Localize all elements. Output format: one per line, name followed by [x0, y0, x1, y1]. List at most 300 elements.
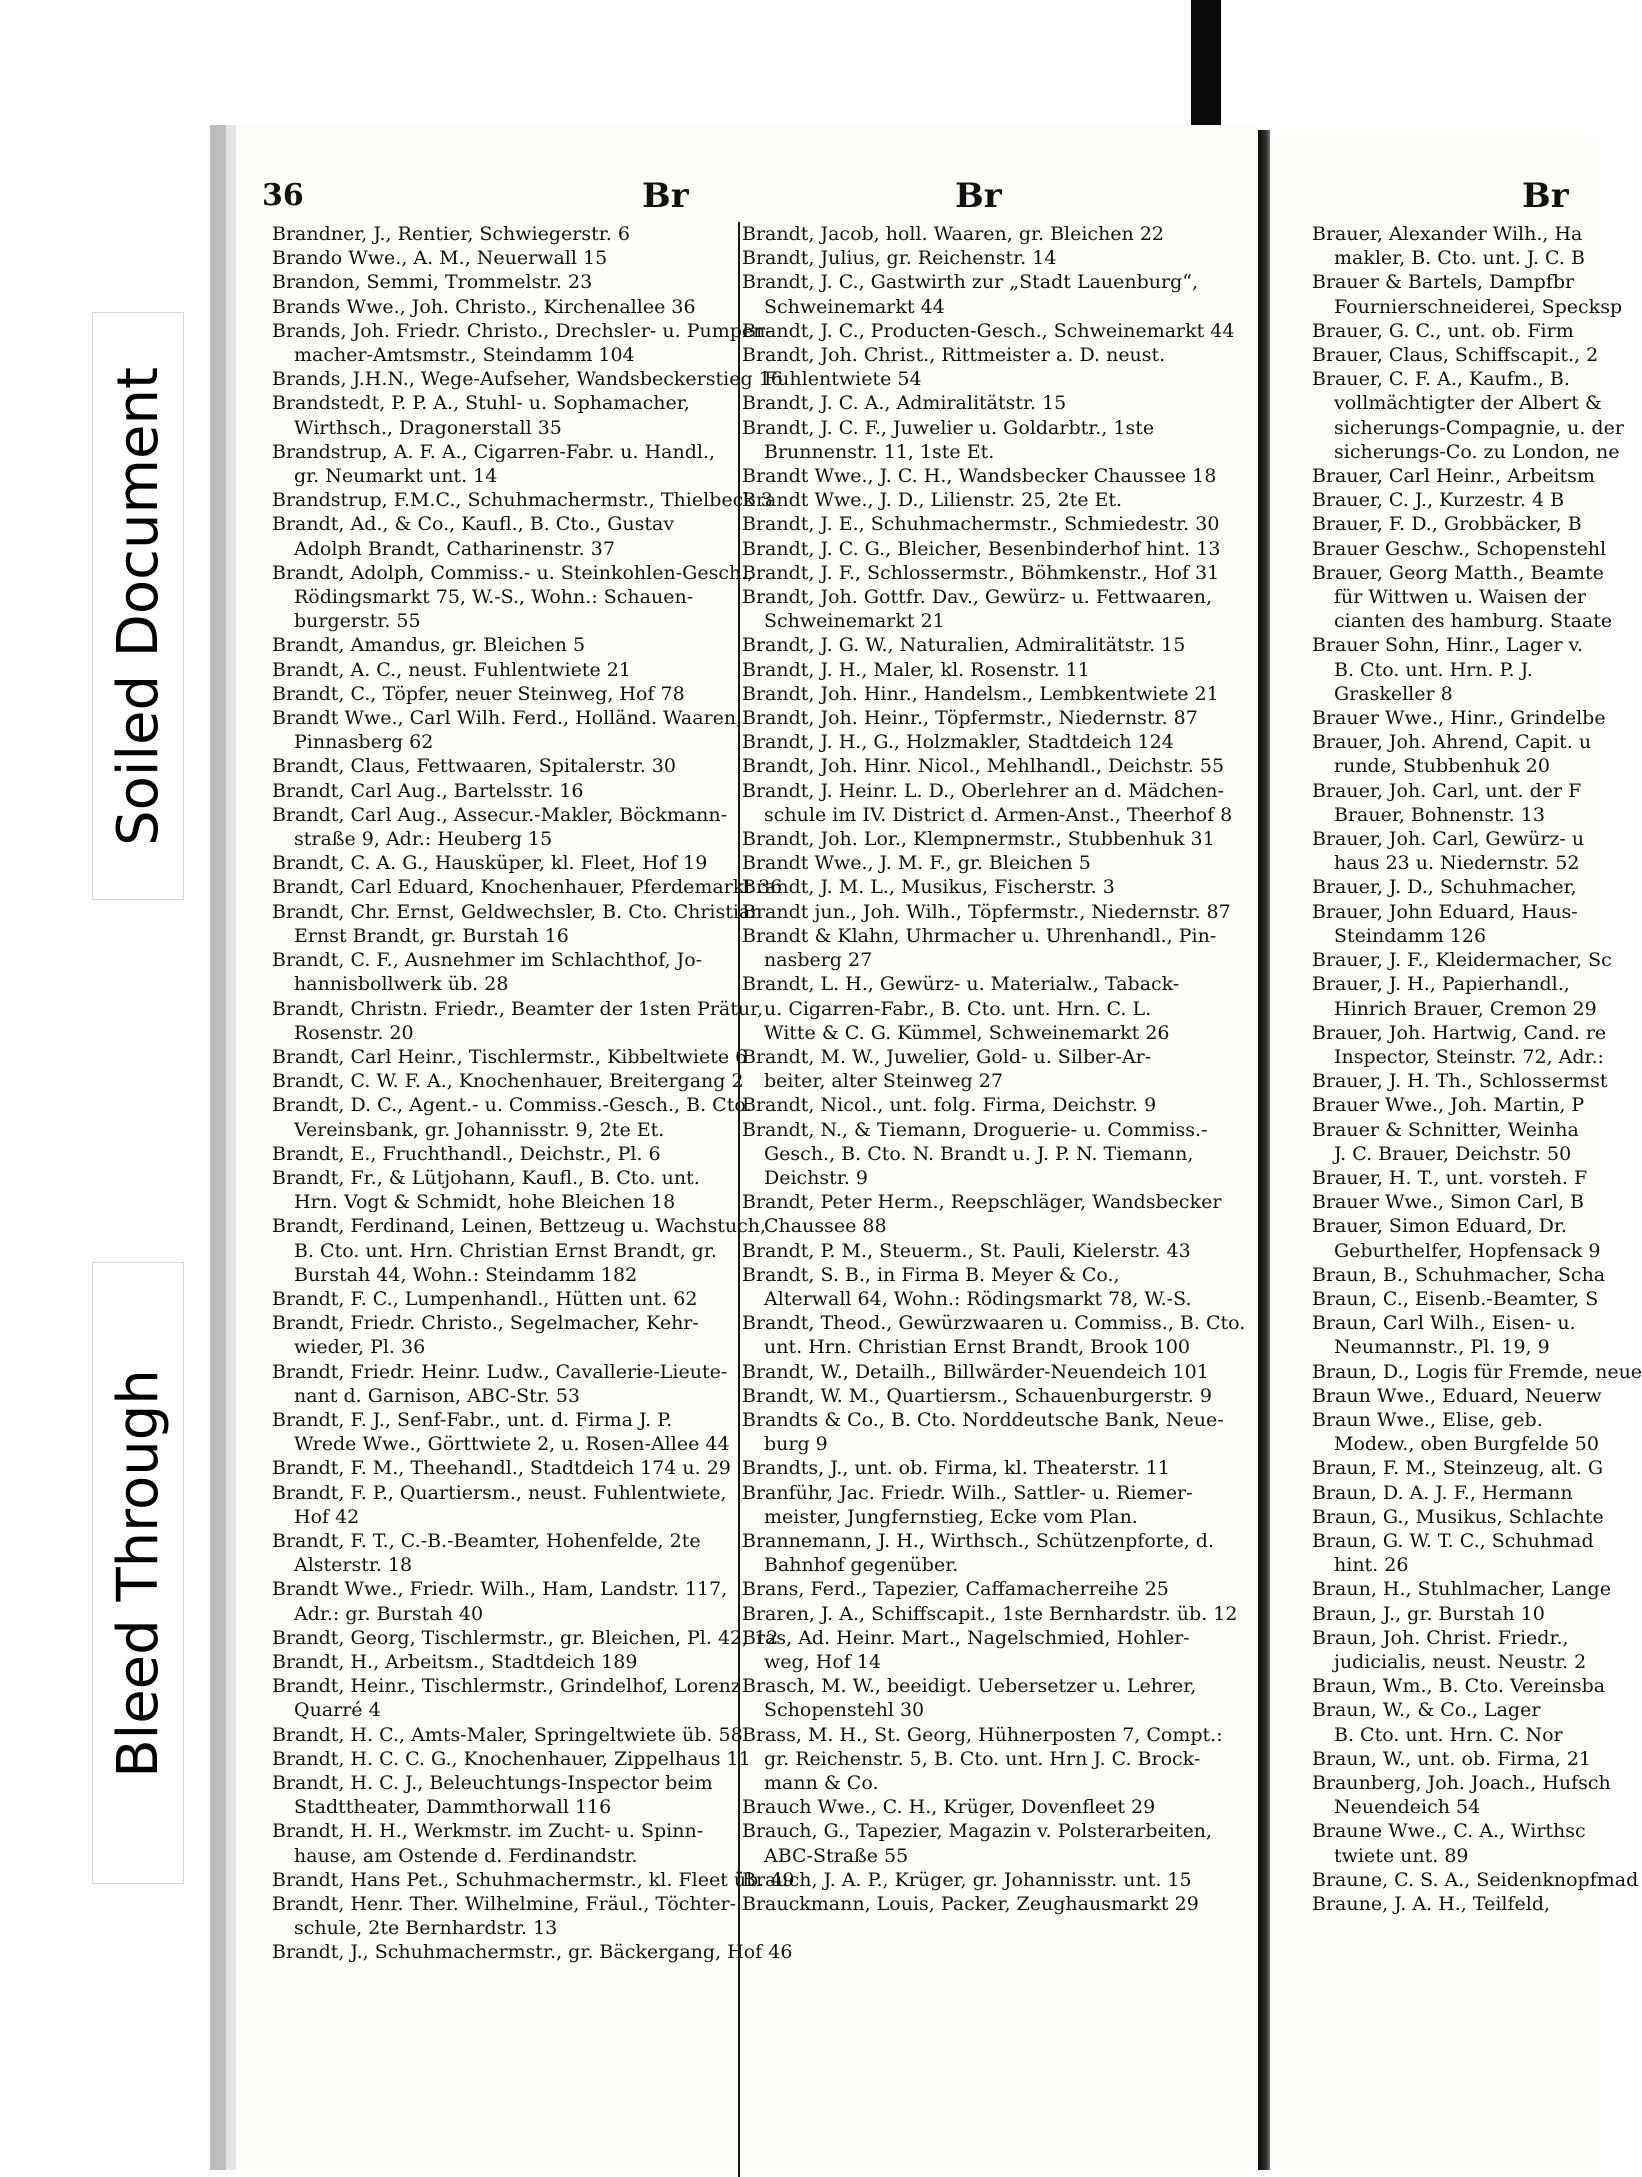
- entry-line: Brandt, D. C., Agent.- u. Commiss.-Gesch., B. Cto.: [272, 1094, 752, 1117]
- entry-continuation: cianten des hamburg. Staate: [1334, 610, 1613, 633]
- directory-entry: [742, 270, 1218, 318]
- directory-entry: [742, 319, 1235, 343]
- directory-entry: [1312, 1311, 1600, 1359]
- entry-line: Brandts, J., unt. ob. Firma, kl. Theaterstr. 11: [742, 1457, 1170, 1480]
- entry-line: Brauer Wwe., Simon Carl, B: [1312, 1191, 1585, 1214]
- entry-continuation: Chaussee 88: [764, 1215, 887, 1238]
- entry-line: Brandt, Joh. Hinr., Handelsm., Lembkentwiete 21: [742, 682, 1219, 705]
- directory-entry: [742, 706, 1218, 730]
- entry-continuation: Hinrich Brauer, Cremon 29: [1334, 997, 1597, 1020]
- entry-line: Brandt, C., Töpfer, neuer Steinweg, Hof 78: [272, 682, 685, 705]
- directory-entry: [742, 658, 1218, 682]
- directory-entry: [1312, 1190, 1600, 1214]
- directory-entry: [742, 1190, 1222, 1238]
- directory-entry: [742, 682, 1218, 706]
- directory-entry: [272, 851, 740, 875]
- entry-line: Brauer, Joh. Carl, Gewürz- u: [1312, 828, 1585, 851]
- directory-entry: [742, 730, 1218, 754]
- directory-entry: [742, 343, 1218, 391]
- entry-line: Brandt, F. J., Senf-Fabr., unt. d. Firma J. P.: [272, 1408, 673, 1431]
- directory-entry: [1312, 1360, 1642, 1384]
- entry-continuation: Wrede Wwe., Görttwiete 2, u. Rosen-Allee 44: [294, 1433, 730, 1456]
- entry-line: Brauer Wwe., Joh. Martin, P: [1312, 1094, 1585, 1117]
- entry-line: Brauer, G. C., unt. ob. Firm: [1312, 319, 1574, 342]
- directory-entry: [272, 682, 740, 706]
- entry-line: Braun, W., & Co., Lager: [1312, 1699, 1541, 1722]
- directory-entry: [272, 948, 740, 996]
- directory-entry: [742, 1311, 1246, 1359]
- directory-entry: [742, 900, 1231, 924]
- entry-continuation: Graskeller 8: [1334, 682, 1453, 705]
- entry-line: Brandt, Christn. Friedr., Beamter der 1sten Prätur,: [272, 997, 764, 1020]
- entry-line: Brandt, J. C. G., Bleicher, Besenbinderhof hint. 13: [742, 537, 1221, 560]
- directory-entry: [272, 1360, 740, 1408]
- entry-continuation: Pinnasberg 62: [294, 731, 434, 754]
- entry-line: Brauer Geschw., Schopenstehl: [1312, 537, 1607, 560]
- entry-line: Brandt, W. M., Quartiersm., Schauenburgerstr. 9: [742, 1384, 1212, 1407]
- entry-line: Brandt, L. H., Gewürz- u. Materialw., Taback-: [742, 973, 1180, 996]
- entry-continuation: B. Cto. unt. Hrn. C. Nor: [1334, 1723, 1563, 1746]
- directory-entry: [272, 1287, 740, 1311]
- directory-entry: [272, 1626, 779, 1650]
- entry-line: Brands, Joh. Friedr. Christo., Drechsler- u. Pumpen-: [272, 319, 772, 342]
- entry-line: Brandt, N., & Tiemann, Droguerie- u. Commiss.-: [742, 1118, 1208, 1141]
- entry-line: Brandt, Amandus, gr. Bleichen 5: [272, 634, 586, 657]
- directory-entry: [1312, 1214, 1600, 1262]
- entry-line: Branführ, Jac. Friedr. Wilh., Sattler- u. Riemer-: [742, 1481, 1193, 1504]
- directory-entry: [1312, 1529, 1600, 1577]
- entry-line: Brands Wwe., Joh. Christo., Kirchenallee 36: [272, 295, 696, 318]
- entry-continuation: Rödingsmarkt 75, W.-S., Wohn.: Schauen-: [294, 586, 694, 609]
- page-number: 36: [262, 178, 304, 213]
- directory-entry: [272, 1650, 740, 1674]
- directory-entry: [1312, 488, 1600, 512]
- directory-entry: [742, 827, 1218, 851]
- entry-continuation: Neumannstr., Pl. 19, 9: [1334, 1336, 1550, 1359]
- entry-line: Braun, D. A. J. F., Hermann: [1312, 1481, 1573, 1504]
- directory-entry: [272, 900, 763, 948]
- entry-line: Brauer, J. F., Kleidermacher, Sc: [1312, 949, 1612, 972]
- entry-line: Brandt, Joh. Gottfr. Dav., Gewürz- u. Fettwaaren,: [742, 586, 1212, 609]
- entry-line: Brandt, C. A. G., Hausküper, kl. Fleet, Hof 19: [272, 852, 708, 875]
- directory-entry: [272, 440, 740, 488]
- directory-entry: [1312, 512, 1600, 536]
- directory-entry: [742, 1263, 1218, 1311]
- directory-entry: [272, 1069, 744, 1093]
- entry-continuation: Wirthsch., Dragonerstall 35: [294, 416, 562, 439]
- entry-line: Brandt, Friedr. Christo., Segelmacher, Kehr-: [272, 1312, 699, 1335]
- entry-continuation: Schopenstehl 30: [764, 1699, 925, 1722]
- entry-line: Brandt, F. C., Lumpenhandl., Hütten unt. 62: [272, 1287, 698, 1310]
- directory-entry: [272, 658, 740, 682]
- directory-entry: [742, 222, 1218, 246]
- entry-line: Brauer, Joh. Carl, unt. der F: [1312, 779, 1582, 802]
- directory-entry: [272, 1529, 740, 1577]
- directory-entry: [272, 803, 740, 851]
- directory-entry: [1312, 1577, 1611, 1601]
- entry-line: Brandt, J. F., Schlossermstr., Böhmkenstr., Hof 31: [742, 561, 1220, 584]
- entry-line: Brauer, C. F. A., Kaufm., B.: [1312, 368, 1570, 391]
- directory-entry: [272, 1674, 740, 1722]
- entry-line: Brando Wwe., A. M., Neuerwall 15: [272, 247, 608, 270]
- directory-entry: [272, 997, 764, 1045]
- entry-continuation: Hof 42: [294, 1505, 360, 1528]
- entry-continuation: Schweinemarkt 44: [764, 295, 945, 318]
- entry-continuation: Brauer, Bohnenstr. 13: [1334, 803, 1545, 826]
- directory-entry: [1312, 1093, 1600, 1117]
- directory-entry: [742, 1239, 1218, 1263]
- entry-continuation: Inspector, Steinstr. 72, Adr.:: [1334, 1045, 1604, 1068]
- entry-line: Brandt, Hans Pet., Schuhmachermstr., kl. Fleet üb. 49: [272, 1868, 795, 1891]
- directory-entry: [742, 1577, 1218, 1601]
- entry-line: Brandt, Joh. Christ., Rittmeister a. D. neust.: [742, 344, 1166, 367]
- page-heading-right: Br: [1522, 176, 1569, 216]
- entry-continuation: Brunnenstr. 11, 1ste Et.: [764, 440, 995, 463]
- entry-line: Brandt, Chr. Ernst, Geldwechsler, B. Cto. Christian: [272, 900, 763, 923]
- entry-continuation: straße 9, Adr.: Heuberg 15: [294, 828, 553, 851]
- page-heading-left: Br: [642, 176, 689, 216]
- entry-continuation: judicialis, neust. Neustr. 2: [1334, 1650, 1587, 1673]
- directory-entry: [1312, 1069, 1608, 1093]
- directory-entry: [742, 972, 1218, 1045]
- directory-entry: [272, 706, 743, 754]
- directory-entry: [742, 1481, 1218, 1529]
- directory-entry: [272, 1771, 740, 1819]
- entry-line: Brauer, Carl Heinr., Arbeitsm: [1312, 465, 1595, 488]
- entry-continuation: mann & Co.: [764, 1772, 879, 1794]
- entry-continuation: hannisbollwerk üb. 28: [294, 973, 509, 996]
- directory-entry: [1312, 1505, 1604, 1529]
- directory-entry: [742, 488, 1218, 512]
- entry-continuation: gr. Reichenstr. 5, B. Cto. unt. Hrn J. C. Brock-: [764, 1747, 1201, 1770]
- entry-continuation: Fournierschneiderei, Specksp: [1334, 295, 1623, 318]
- directory-entry: [742, 537, 1221, 561]
- entry-continuation: Witte & C. G. Kümmel, Schweinemarkt 26: [764, 1021, 1170, 1044]
- entry-line: Brandt, Ad., & Co., Kaufl., B. Cto., Gustav: [272, 513, 675, 536]
- directory-entry: [742, 1626, 1218, 1674]
- directory-entry: [1312, 270, 1623, 318]
- entry-line: Brandt, Adolph, Commiss.- u. Steinkohlen-Gesch.,: [272, 561, 754, 584]
- directory-entry: [1312, 1868, 1639, 1892]
- entry-line: Brauer, Alexander Wilh., Ha: [1312, 223, 1583, 245]
- directory-entry: [272, 1940, 793, 1964]
- entry-continuation: meister, Jungfernstieg, Ecke vom Plan.: [764, 1505, 1138, 1528]
- bleed-through-text: Bleed Through: [105, 1368, 171, 1778]
- directory-entry: [742, 924, 1218, 972]
- entry-line: Brandt, Carl Heinr., Tischlermstr., Kibbeltwiete 6: [272, 1045, 748, 1068]
- entry-continuation: J. C. Brauer, Deichstr. 50: [1334, 1142, 1572, 1165]
- entry-line: Brandt, Julius, gr. Reichenstr. 14: [742, 247, 1057, 270]
- entry-line: Brandt, C. F., Ausnehmer im Schlachthof, Jo-: [272, 949, 703, 972]
- entry-line: Brandt Wwe., Carl Wilh. Ferd., Holländ. Waaren,: [272, 707, 743, 730]
- directory-entry: [1312, 972, 1600, 1020]
- entry-line: Brauer, J. H. Th., Schlossermst: [1312, 1070, 1608, 1093]
- entry-line: Brandt Wwe., J. M. F., gr. Bleichen 5: [742, 852, 1091, 875]
- directory-entry: [742, 754, 1225, 778]
- entry-continuation: Alsterstr. 18: [294, 1554, 413, 1577]
- directory-entry: [1312, 875, 1600, 899]
- directory-entry: [1312, 1674, 1606, 1698]
- directory-entry: [1312, 1819, 1600, 1867]
- entry-line: Brandts & Co., B. Cto. Norddeutsche Bank, Neue-: [742, 1408, 1224, 1431]
- entry-continuation: u. Cigarren-Fabr., B. Cto. unt. Hrn. C. L.: [764, 997, 1152, 1020]
- entry-line: Brauer, Georg Matth., Beamte: [1312, 561, 1604, 584]
- directory-entry: [272, 1045, 748, 1069]
- entry-line: Brauch, J. A. P., Krüger, gr. Johannisstr. unt. 15: [742, 1868, 1192, 1891]
- entry-line: Brandt, C. W. F. A., Knochenhauer, Breitergang 2: [272, 1070, 744, 1093]
- directory-entry: [742, 779, 1233, 827]
- directory-entry: [1312, 1287, 1600, 1311]
- entry-line: Brauch, G., Tapezier, Magazin v. Polsterarbeiten,: [742, 1820, 1213, 1843]
- entry-line: Braun, J., gr. Burstah 10: [1312, 1602, 1545, 1625]
- entry-line: Brandt, J. M. L., Musikus, Fischerstr. 3: [742, 876, 1115, 899]
- entry-line: Brandt, A. C., neust. Fuhlentwiete 21: [272, 658, 631, 681]
- entry-continuation: sicherungs-Co. zu London, ne: [1334, 440, 1620, 463]
- entry-line: Brauer, H. T., unt. vorsteh. F: [1312, 1166, 1588, 1189]
- entry-line: Braune Wwe., C. A., Wirthsc: [1312, 1820, 1586, 1843]
- entry-line: Brannemann, J. H., Wirthsch., Schützenpforte, d.: [742, 1529, 1215, 1552]
- entry-continuation: wieder, Pl. 36: [294, 1336, 426, 1359]
- left-column: [272, 222, 795, 1965]
- entry-line: Brandt, J. E., Schuhmachermstr., Schmiedestr. 30: [742, 513, 1220, 536]
- directory-entry: [742, 1045, 1218, 1093]
- directory-entry: [272, 1577, 740, 1625]
- directory-entry: [272, 270, 740, 294]
- entry-continuation: schule, 2te Bernhardstr. 13: [294, 1917, 558, 1940]
- entry-line: Brandt, Heinr., Tischlermstr., Grindelhof, Lorenz: [272, 1675, 741, 1698]
- directory-entry: [272, 1311, 740, 1359]
- entry-line: Braun, W., unt. ob. Firma, 21: [1312, 1747, 1592, 1770]
- entry-continuation: beiter, alter Steinweg 27: [764, 1070, 1003, 1093]
- entry-line: Brandt, J. G. W., Naturalien, Admiralitätstr. 15: [742, 634, 1186, 657]
- directory-entry: [1312, 1118, 1600, 1166]
- entry-continuation: burg 9: [764, 1433, 828, 1456]
- directory-entry: [272, 1456, 740, 1480]
- entry-line: Brandt, W., Detailh., Billwärder-Neuendeich 101: [742, 1360, 1209, 1383]
- entry-line: Brauch Wwe., C. H., Krüger, Dovenfleet 29: [742, 1796, 1156, 1819]
- directory-entry: [742, 1360, 1218, 1384]
- entry-line: Brauer, C. J., Kurzestr. 4 B: [1312, 489, 1565, 512]
- directory-entry: [272, 1723, 743, 1747]
- directory-entry: [272, 319, 772, 367]
- entry-line: Brandstrup, F.M.C., Schuhmachermstr., Thielbeck 3: [272, 489, 773, 512]
- entry-continuation: Adolph Brandt, Catharinenstr. 37: [294, 537, 615, 560]
- directory-entry: [742, 416, 1218, 464]
- directory-entry: [1312, 948, 1612, 972]
- entry-continuation: Vereinsbank, gr. Johannisstr. 9, 2te Et.: [294, 1118, 665, 1141]
- entry-continuation: ABC-Straße 55: [764, 1844, 909, 1867]
- entry-line: Braun, Joh. Christ. Friedr.,: [1312, 1626, 1569, 1649]
- directory-entry: [1312, 1626, 1600, 1674]
- entry-line: Brauer Sohn, Hinr., Lager v.: [1312, 634, 1583, 657]
- entry-continuation: Stadttheater, Dammthorwall 116: [294, 1796, 612, 1819]
- directory-entry: [742, 1892, 1218, 1916]
- directory-entry: [742, 1723, 1223, 1796]
- directory-entry: [1312, 1408, 1600, 1456]
- entry-line: Brandt, Theod., Gewürzwaaren u. Commiss., B. Cto.: [742, 1312, 1246, 1335]
- entry-continuation: makler, B. Cto. unt. J. C. B: [1334, 247, 1585, 270]
- directory-entry: [272, 367, 783, 391]
- entry-line: Brasch, M. W., beeidigt. Uebersetzer u. Lehrer,: [742, 1675, 1197, 1698]
- entry-continuation: Schweinemarkt 21: [764, 610, 945, 633]
- directory-entry: [742, 246, 1218, 270]
- entry-continuation: gr. Neumarkt unt. 14: [294, 465, 498, 488]
- directory-entry: [272, 1093, 752, 1141]
- directory-entry: [272, 1166, 740, 1214]
- entry-continuation: Modew., oben Burgfelde 50: [1334, 1433, 1599, 1456]
- entry-line: Brauer, Claus, Schiffscapit., 2: [1312, 344, 1599, 367]
- entry-line: Brandt, H., Arbeitsm., Stadtdeich 189: [272, 1650, 638, 1673]
- entry-continuation: vollmächtigter der Albert &: [1334, 392, 1602, 415]
- directory-entry: [1312, 1481, 1600, 1505]
- directory-entry: [272, 754, 740, 778]
- middle-column: [742, 222, 1246, 1916]
- entry-continuation: Deichstr. 9: [764, 1166, 868, 1189]
- directory-entry: [742, 464, 1218, 488]
- entry-continuation: Neuendeich 54: [1334, 1796, 1481, 1819]
- soiled-document-label: [92, 312, 184, 900]
- entry-continuation: sicherungs-Compagnie, u. der: [1334, 416, 1624, 439]
- entry-line: Brandt & Klahn, Uhrmacher u. Uhrenhandl., Pin-: [742, 924, 1217, 947]
- directory-entry: [272, 1481, 740, 1529]
- entry-line: Brauer, J. D., Schuhmacher,: [1312, 876, 1577, 899]
- entry-line: Brandt, P. M., Steuerm., St. Pauli, Kielerstr. 43: [742, 1239, 1191, 1262]
- directory-entry: [1312, 1747, 1600, 1771]
- entry-line: Brandt, Ferdinand, Leinen, Bettzeug u. Wachstuch,: [272, 1215, 767, 1238]
- scan-edge-bar: [1191, 0, 1221, 125]
- entry-line: Bras, Ad. Heinr. Mart., Nagelschmied, Hohler-: [742, 1626, 1190, 1649]
- directory-entry: [742, 875, 1218, 899]
- directory-entry: [272, 1892, 740, 1940]
- entry-continuation: hause, am Ostende d. Ferdinandstr.: [294, 1844, 638, 1867]
- directory-entry: [1312, 1384, 1600, 1408]
- entry-line: Brandt Wwe., Friedr. Wilh., Ham, Landstr. 117,: [272, 1578, 728, 1601]
- entry-continuation: Gesch., B. Cto. N. Brandt u. J. P. N. Tiemann,: [764, 1142, 1194, 1165]
- entry-line: Braun, C., Eisenb.-Beamter, S: [1312, 1287, 1599, 1310]
- directory-entry: [1312, 319, 1600, 343]
- entry-continuation: Hrn. Vogt & Schmidt, hohe Bleichen 18: [294, 1191, 676, 1214]
- entry-line: Brandt, Joh. Hinr. Nicol., Mehlhandl., Deichstr. 55: [742, 755, 1225, 778]
- entry-line: Brandt, S. B., in Firma B. Meyer & Co.,: [742, 1263, 1120, 1286]
- entry-line: Brauer, John Eduard, Haus-: [1312, 900, 1578, 923]
- entry-line: Brandt, H. C. J., Beleuchtungs-Inspector beim: [272, 1772, 713, 1794]
- entry-continuation: nant d. Garnison, ABC-Str. 53: [294, 1384, 581, 1407]
- entry-line: Brandt, Joh. Heinr., Töpfermstr., Niedernstr. 87: [742, 707, 1198, 730]
- bleed-through-label: [92, 1262, 184, 1884]
- directory-entry: [742, 1456, 1218, 1480]
- directory-entry: [742, 1795, 1218, 1819]
- directory-entry: [1312, 561, 1613, 634]
- entry-line: Braun Wwe., Eduard, Neuerw: [1312, 1384, 1602, 1407]
- directory-entry: [742, 1674, 1218, 1722]
- entry-continuation: B. Cto. unt. Hrn. Christian Ernst Brandt, gr.: [294, 1239, 717, 1262]
- directory-entry: [742, 633, 1218, 657]
- directory-entry: [1312, 730, 1600, 778]
- directory-entry: [272, 295, 740, 319]
- entry-line: Brass, M. H., St. Georg, Hühnerposten 7, Compt.:: [742, 1723, 1223, 1746]
- directory-entry: [272, 1142, 740, 1166]
- entry-line: Brandt, Friedr. Heinr. Ludw., Cavallerie-Lieute-: [272, 1360, 728, 1383]
- entry-line: Braun, Carl Wilh., Eisen- u.: [1312, 1312, 1576, 1335]
- entry-continuation: Burstah 44, Wohn.: Steindamm 182: [294, 1263, 638, 1286]
- entry-line: Braun, Wm., B. Cto. Vereinsba: [1312, 1675, 1606, 1698]
- entry-continuation: Steindamm 126: [1334, 924, 1487, 947]
- entry-line: Brandt, H. H., Werkmstr. im Zucht- u. Spinn-: [272, 1820, 704, 1843]
- right-column: [1312, 222, 1642, 1916]
- entry-line: Brandt, H. C. C. G., Knochenhauer, Zippelhaus 11: [272, 1747, 751, 1770]
- directory-entry: [1312, 1166, 1600, 1190]
- entry-continuation: Geburthelfer, Hopfensack 9: [1334, 1239, 1601, 1262]
- entry-line: Brandt, F. P., Quartiersm., neust. Fuhlentwiete,: [272, 1481, 727, 1504]
- entry-line: Brandt, J. H., G., Holzmakler, Stadtdeich 124: [742, 731, 1174, 754]
- entry-continuation: burgerstr. 55: [294, 610, 421, 633]
- directory-entry: [742, 561, 1218, 585]
- entry-line: Brauer, Joh. Hartwig, Cand. re: [1312, 1021, 1607, 1044]
- entry-line: Brandt Wwe., J. D., Lilienstr. 25, 2te Et.: [742, 489, 1123, 512]
- entry-line: Brandt, Carl Aug., Assecur.-Makler, Böckmann-: [272, 803, 728, 826]
- entry-line: Brandstrup, A. F. A., Cigarren-Fabr. u. Handl.,: [272, 440, 716, 463]
- entry-line: Braren, J. A., Schiffscapit., 1ste Bernhardstr. üb. 12: [742, 1602, 1238, 1625]
- entry-line: Brandt Wwe., J. C. H., Wandsbecker Chaussee 18: [742, 465, 1217, 488]
- directory-entry: [272, 875, 783, 899]
- entry-continuation: twiete unt. 89: [1334, 1844, 1469, 1867]
- entry-line: Brandt, J. C. A., Admiralitätstr. 15: [742, 392, 1067, 415]
- entry-line: Brandt, Carl Aug., Bartelsstr. 16: [272, 779, 584, 802]
- directory-entry: [1312, 1021, 1607, 1069]
- entry-continuation: Rosenstr. 20: [294, 1021, 414, 1044]
- directory-entry: [742, 851, 1218, 875]
- entry-line: Brands, J.H.N., Wege-Aufseher, Wandsbeckerstieg 16: [272, 368, 783, 391]
- directory-entry: [1312, 706, 1606, 730]
- entry-line: Brandstedt, P. P. A., Stuhl- u. Sophamacher,: [272, 392, 690, 415]
- directory-entry: [1312, 1456, 1604, 1480]
- entry-line: Brauer, J. H., Papierhandl.,: [1312, 973, 1570, 996]
- directory-entry: [742, 1819, 1218, 1867]
- entry-line: Braunberg, Joh. Joach., Hufsch: [1312, 1772, 1611, 1794]
- entry-line: Brandner, J., Rentier, Schwiegerstr. 6: [272, 223, 630, 245]
- directory-entry: [742, 1602, 1238, 1626]
- entry-line: Brauer Wwe., Hinr., Grindelbe: [1312, 707, 1606, 730]
- directory-entry: [1312, 1771, 1611, 1819]
- entry-continuation: runde, Stubbenhuk 20: [1334, 755, 1550, 778]
- entry-line: Brandt, Carl Eduard, Knochenhauer, Pferdemarkt 36: [272, 876, 783, 899]
- directory-entry: [742, 391, 1218, 415]
- entry-line: Brandt, J. H., Maler, kl. Rosenstr. 11: [742, 658, 1090, 681]
- directory-entry: [1312, 633, 1600, 706]
- entry-line: Brandt, F. M., Theehandl., Stadtdeich 174 u. 29: [272, 1457, 731, 1480]
- entry-continuation: nasberg 27: [764, 949, 873, 972]
- directory-entry: [272, 561, 754, 634]
- page-heading-center: Br: [955, 176, 1002, 216]
- entry-line: Brandt, Jacob, holl. Waaren, gr. Bleichen 22: [742, 223, 1165, 245]
- entry-line: Braun, G., Musikus, Schlachte: [1312, 1505, 1604, 1528]
- entry-continuation: schule im IV. District d. Armen-Anst., Theerhof 8: [764, 803, 1233, 826]
- directory-entry: [1312, 537, 1607, 561]
- directory-entry: [272, 1868, 795, 1892]
- directory-entry: [742, 512, 1218, 536]
- directory-entry: [272, 1214, 767, 1287]
- entry-continuation: unt. Hrn. Christian Ernst Brandt, Brook 100: [764, 1336, 1190, 1359]
- entry-continuation: Adr.: gr. Burstah 40: [294, 1602, 484, 1625]
- entry-line: Brandon, Semmi, Trommelstr. 23: [272, 271, 593, 294]
- entry-continuation: hint. 26: [1334, 1554, 1409, 1577]
- entry-continuation: macher-Amtsmstr., Steindamm 104: [294, 344, 635, 367]
- directory-entry: [1312, 222, 1600, 270]
- entry-line: Brauer, F. D., Grobbäcker, B: [1312, 513, 1582, 536]
- entry-line: Braune, J. A. H., Teilfeld,: [1312, 1893, 1551, 1916]
- entry-line: Brauer & Bartels, Dampfbr: [1312, 271, 1575, 294]
- directory-entry: [1312, 464, 1600, 488]
